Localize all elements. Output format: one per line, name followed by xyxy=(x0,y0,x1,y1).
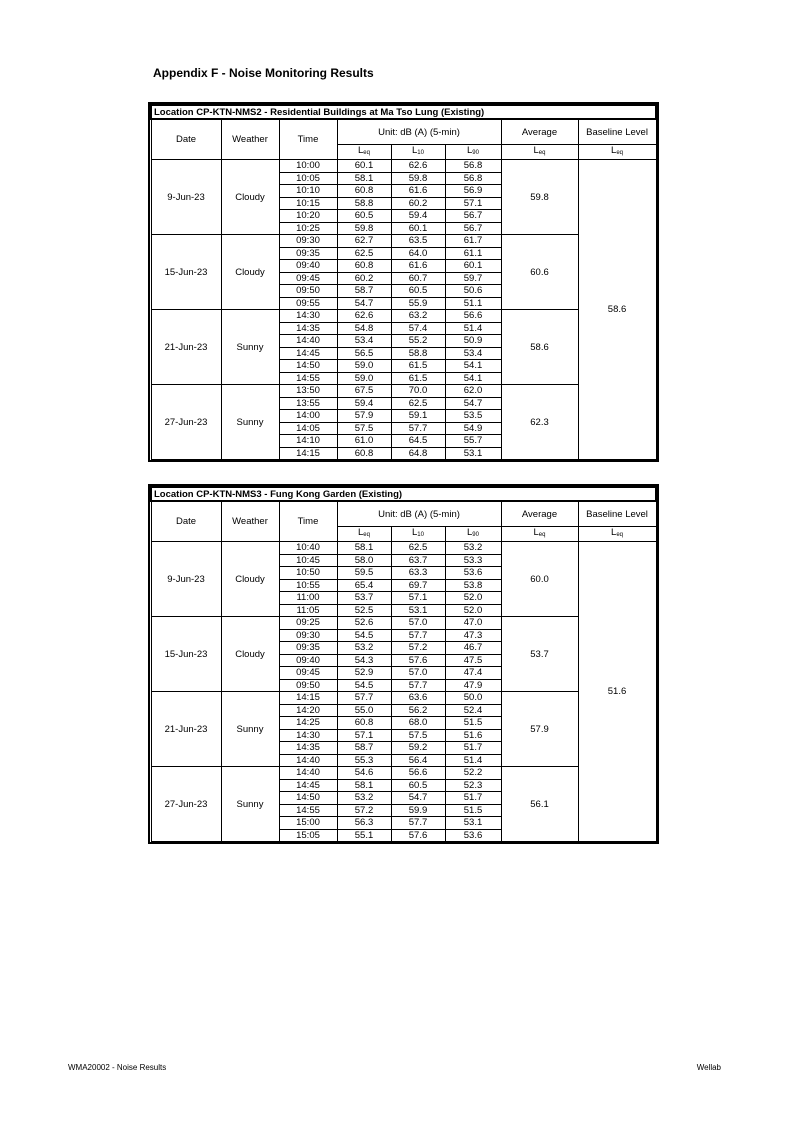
leq-cell: 58.7 xyxy=(337,742,391,755)
leq-cell: 54.6 xyxy=(337,767,391,780)
leq-cell: 52.5 xyxy=(337,604,391,617)
time-cell: 09:45 xyxy=(279,667,337,680)
header-average: Average xyxy=(501,501,578,527)
l90-cell: 61.1 xyxy=(445,247,501,260)
header-l90 xyxy=(445,527,501,542)
date-cell: 27-Jun-23 xyxy=(151,385,221,460)
leq-cell: 56.5 xyxy=(337,347,391,360)
time-cell: 14:25 xyxy=(279,717,337,730)
weather-cell: Sunny xyxy=(221,385,279,460)
l90-cell: 52.0 xyxy=(445,604,501,617)
header-baseline-leq-subscript: eq xyxy=(616,150,624,156)
l10-cell: 63.3 xyxy=(391,567,445,580)
l10-cell: 62.5 xyxy=(391,397,445,410)
time-cell: 09:50 xyxy=(279,285,337,298)
l10-cell: 55.9 xyxy=(391,297,445,310)
time-cell: 14:35 xyxy=(279,742,337,755)
location-title: Location CP-KTN-NMS2 - Residential Buildings at Ma Tso Lung (Existing) xyxy=(151,105,656,119)
l90-cell: 56.7 xyxy=(445,222,501,235)
l10-cell: 60.5 xyxy=(391,779,445,792)
header-l10 xyxy=(391,145,445,160)
l10-cell: 63.7 xyxy=(391,554,445,567)
leq-cell: 54.5 xyxy=(337,679,391,692)
l90-cell: 56.7 xyxy=(445,210,501,223)
leq-cell: 62.5 xyxy=(337,247,391,260)
weather-cell: Sunny xyxy=(221,692,279,767)
date-cell: 21-Jun-23 xyxy=(151,310,221,385)
time-cell: 14:40 xyxy=(279,767,337,780)
leq-cell: 59.4 xyxy=(337,397,391,410)
header-average-leq-letter: L xyxy=(533,527,539,538)
time-cell: 10:25 xyxy=(279,222,337,235)
time-cell: 14:35 xyxy=(279,322,337,335)
l10-cell: 61.5 xyxy=(391,360,445,373)
time-cell: 14:30 xyxy=(279,310,337,323)
l10-cell: 59.9 xyxy=(391,804,445,817)
leq-cell: 58.1 xyxy=(337,542,391,555)
date-cell: 15-Jun-23 xyxy=(151,235,221,310)
leq-cell: 54.7 xyxy=(337,297,391,310)
location-row xyxy=(151,487,656,501)
l10-cell: 57.6 xyxy=(391,654,445,667)
leq-cell: 54.5 xyxy=(337,629,391,642)
l10-cell: 64.8 xyxy=(391,447,445,460)
time-cell: 10:20 xyxy=(279,210,337,223)
l10-cell: 59.1 xyxy=(391,410,445,423)
time-cell: 15:00 xyxy=(279,817,337,830)
time-cell: 09:45 xyxy=(279,272,337,285)
header-time: Time xyxy=(279,501,337,542)
header-leq-subscript: eq xyxy=(363,150,370,156)
l10-cell: 64.5 xyxy=(391,435,445,448)
time-cell: 10:10 xyxy=(279,185,337,198)
l90-cell: 51.7 xyxy=(445,742,501,755)
l90-cell: 55.7 xyxy=(445,435,501,448)
date-cell: 9-Jun-23 xyxy=(151,542,221,617)
leq-cell: 58.1 xyxy=(337,779,391,792)
weather-cell: Sunny xyxy=(221,310,279,385)
header-average-leq-subscript: eq xyxy=(538,150,546,156)
weather-cell: Cloudy xyxy=(221,542,279,617)
l10-cell: 59.8 xyxy=(391,172,445,185)
l90-cell: 53.5 xyxy=(445,410,501,423)
l90-cell: 62.0 xyxy=(445,385,501,398)
header-unit: Unit: dB (A) (5-min) xyxy=(337,119,501,145)
l90-cell: 51.4 xyxy=(445,322,501,335)
leq-cell: 52.6 xyxy=(337,617,391,630)
leq-cell: 54.3 xyxy=(337,654,391,667)
time-cell: 09:35 xyxy=(279,247,337,260)
noise-table-nms3 xyxy=(150,486,657,842)
leq-cell: 61.0 xyxy=(337,435,391,448)
leq-cell: 60.1 xyxy=(337,160,391,173)
time-cell: 14:45 xyxy=(279,779,337,792)
l10-cell: 60.1 xyxy=(391,222,445,235)
header-weather: Weather xyxy=(221,501,279,542)
time-cell: 13:55 xyxy=(279,397,337,410)
leq-cell: 55.3 xyxy=(337,754,391,767)
l90-cell: 53.1 xyxy=(445,817,501,830)
l10-cell: 57.7 xyxy=(391,817,445,830)
header-l10-subscript: 10 xyxy=(417,150,424,156)
l90-cell: 51.5 xyxy=(445,717,501,730)
weather-cell: Cloudy xyxy=(221,160,279,235)
time-cell: 15:05 xyxy=(279,829,337,842)
baseline-cell: 51.6 xyxy=(578,542,656,842)
header-l10-subscript: 10 xyxy=(417,532,424,538)
l10-cell: 64.0 xyxy=(391,247,445,260)
time-cell: 09:35 xyxy=(279,642,337,655)
header-leq-letter: L xyxy=(358,145,364,156)
header-baseline: Baseline Level xyxy=(578,501,656,527)
leq-cell: 57.2 xyxy=(337,804,391,817)
header-baseline-leq xyxy=(578,145,656,160)
average-cell: 62.3 xyxy=(501,385,578,460)
l10-cell: 57.1 xyxy=(391,592,445,605)
leq-cell: 59.5 xyxy=(337,567,391,580)
header-average-leq xyxy=(501,145,578,160)
l10-cell: 57.0 xyxy=(391,667,445,680)
time-cell: 09:55 xyxy=(279,297,337,310)
leq-cell: 54.8 xyxy=(337,322,391,335)
leq-cell: 58.8 xyxy=(337,197,391,210)
l90-cell: 59.7 xyxy=(445,272,501,285)
time-cell: 14:40 xyxy=(279,335,337,348)
l10-cell: 60.5 xyxy=(391,285,445,298)
leq-cell: 62.6 xyxy=(337,310,391,323)
header-average-leq xyxy=(501,527,578,542)
l90-cell: 54.7 xyxy=(445,397,501,410)
leq-cell: 59.8 xyxy=(337,222,391,235)
l10-cell: 54.7 xyxy=(391,792,445,805)
average-cell: 57.9 xyxy=(501,692,578,767)
leq-cell: 58.7 xyxy=(337,285,391,298)
leq-cell: 65.4 xyxy=(337,579,391,592)
l90-cell: 53.8 xyxy=(445,579,501,592)
average-cell: 53.7 xyxy=(501,617,578,692)
header-weather: Weather xyxy=(221,119,279,160)
l10-cell: 63.5 xyxy=(391,235,445,248)
leq-cell: 62.7 xyxy=(337,235,391,248)
time-cell: 09:30 xyxy=(279,235,337,248)
l10-cell: 57.6 xyxy=(391,829,445,842)
date-cell: 15-Jun-23 xyxy=(151,617,221,692)
leq-cell: 56.3 xyxy=(337,817,391,830)
l90-cell: 51.4 xyxy=(445,754,501,767)
time-cell: 14:45 xyxy=(279,347,337,360)
l90-cell: 54.9 xyxy=(445,422,501,435)
leq-cell: 60.8 xyxy=(337,717,391,730)
time-cell: 11:00 xyxy=(279,592,337,605)
l10-cell: 61.5 xyxy=(391,372,445,385)
l90-cell: 50.0 xyxy=(445,692,501,705)
header-l90-subscript: 90 xyxy=(472,532,479,538)
page-title: Appendix F - Noise Monitoring Results xyxy=(153,66,374,80)
l90-cell: 52.2 xyxy=(445,767,501,780)
average-cell: 60.6 xyxy=(501,235,578,310)
l10-cell: 57.5 xyxy=(391,729,445,742)
l10-cell: 55.2 xyxy=(391,335,445,348)
l90-cell: 53.1 xyxy=(445,447,501,460)
header-baseline-leq-letter: L xyxy=(611,527,617,538)
leq-cell: 52.9 xyxy=(337,667,391,680)
l10-cell: 63.6 xyxy=(391,692,445,705)
l10-cell: 58.8 xyxy=(391,347,445,360)
time-cell: 10:45 xyxy=(279,554,337,567)
average-cell: 56.1 xyxy=(501,767,578,842)
noise-table-nms2 xyxy=(150,104,657,460)
table-row xyxy=(151,542,656,555)
l90-cell: 47.3 xyxy=(445,629,501,642)
l90-cell: 53.6 xyxy=(445,829,501,842)
leq-cell: 58.1 xyxy=(337,172,391,185)
time-cell: 10:00 xyxy=(279,160,337,173)
header-row xyxy=(151,501,656,527)
time-cell: 14:55 xyxy=(279,804,337,817)
header-average-leq-subscript: eq xyxy=(538,532,546,538)
time-cell: 10:40 xyxy=(279,542,337,555)
footer-document-ref: WMA20002 - Noise Results xyxy=(68,1063,167,1072)
header-row xyxy=(151,119,656,145)
l90-cell: 50.9 xyxy=(445,335,501,348)
leq-cell: 57.1 xyxy=(337,729,391,742)
time-cell: 09:25 xyxy=(279,617,337,630)
l90-cell: 46.7 xyxy=(445,642,501,655)
l90-cell: 56.6 xyxy=(445,310,501,323)
time-cell: 14:55 xyxy=(279,372,337,385)
l10-cell: 57.4 xyxy=(391,322,445,335)
time-cell: 14:15 xyxy=(279,692,337,705)
date-cell: 9-Jun-23 xyxy=(151,160,221,235)
l90-cell: 53.3 xyxy=(445,554,501,567)
weather-cell: Cloudy xyxy=(221,235,279,310)
l10-cell: 59.2 xyxy=(391,742,445,755)
l90-cell: 51.6 xyxy=(445,729,501,742)
l10-cell: 61.6 xyxy=(391,185,445,198)
l10-cell: 61.6 xyxy=(391,260,445,273)
time-cell: 10:50 xyxy=(279,567,337,580)
date-cell: 27-Jun-23 xyxy=(151,767,221,842)
header-baseline: Baseline Level xyxy=(578,119,656,145)
header-l10 xyxy=(391,527,445,542)
time-cell: 09:30 xyxy=(279,629,337,642)
time-cell: 14:50 xyxy=(279,792,337,805)
location-row xyxy=(151,105,656,119)
l10-cell: 57.7 xyxy=(391,629,445,642)
l90-cell: 57.1 xyxy=(445,197,501,210)
l90-cell: 56.9 xyxy=(445,185,501,198)
time-cell: 14:00 xyxy=(279,410,337,423)
time-cell: 14:20 xyxy=(279,704,337,717)
l10-cell: 69.7 xyxy=(391,579,445,592)
header-average: Average xyxy=(501,119,578,145)
time-cell: 14:40 xyxy=(279,754,337,767)
l90-cell: 47.5 xyxy=(445,654,501,667)
header-l90-letter: L xyxy=(467,145,473,156)
l90-cell: 47.9 xyxy=(445,679,501,692)
header-unit: Unit: dB (A) (5-min) xyxy=(337,501,501,527)
l90-cell: 51.7 xyxy=(445,792,501,805)
header-date: Date xyxy=(151,501,221,542)
time-cell: 11:05 xyxy=(279,604,337,617)
l10-cell: 60.2 xyxy=(391,197,445,210)
leq-cell: 57.9 xyxy=(337,410,391,423)
l10-cell: 57.2 xyxy=(391,642,445,655)
header-average-leq-letter: L xyxy=(533,145,539,156)
l10-cell: 53.1 xyxy=(391,604,445,617)
time-cell: 13:50 xyxy=(279,385,337,398)
leq-cell: 55.1 xyxy=(337,829,391,842)
baseline-cell: 58.6 xyxy=(578,160,656,460)
leq-cell: 59.0 xyxy=(337,360,391,373)
l90-cell: 54.1 xyxy=(445,360,501,373)
l90-cell: 53.6 xyxy=(445,567,501,580)
time-cell: 10:55 xyxy=(279,579,337,592)
footer-company: Wellab xyxy=(696,1063,721,1072)
header-leq xyxy=(337,145,391,160)
leq-cell: 60.2 xyxy=(337,272,391,285)
time-cell: 14:50 xyxy=(279,360,337,373)
header-baseline-leq-letter: L xyxy=(611,145,617,156)
l10-cell: 70.0 xyxy=(391,385,445,398)
leq-cell: 53.2 xyxy=(337,642,391,655)
leq-cell: 55.0 xyxy=(337,704,391,717)
time-cell: 14:15 xyxy=(279,447,337,460)
l90-cell: 52.3 xyxy=(445,779,501,792)
l10-cell: 60.7 xyxy=(391,272,445,285)
header-l90-letter: L xyxy=(467,527,473,538)
l90-cell: 52.0 xyxy=(445,592,501,605)
leq-cell: 59.0 xyxy=(337,372,391,385)
time-cell: 14:05 xyxy=(279,422,337,435)
l90-cell: 56.8 xyxy=(445,160,501,173)
header-l90 xyxy=(445,145,501,160)
header-leq-subscript: eq xyxy=(363,532,370,538)
leq-cell: 57.5 xyxy=(337,422,391,435)
leq-cell: 57.7 xyxy=(337,692,391,705)
leq-cell: 60.8 xyxy=(337,185,391,198)
header-time: Time xyxy=(279,119,337,160)
l10-cell: 57.7 xyxy=(391,679,445,692)
average-cell: 58.6 xyxy=(501,310,578,385)
time-cell: 09:40 xyxy=(279,654,337,667)
leq-cell: 67.5 xyxy=(337,385,391,398)
header-baseline-leq xyxy=(578,527,656,542)
l10-cell: 57.0 xyxy=(391,617,445,630)
l90-cell: 53.2 xyxy=(445,542,501,555)
l90-cell: 53.4 xyxy=(445,347,501,360)
average-cell: 59.8 xyxy=(501,160,578,235)
l10-cell: 62.5 xyxy=(391,542,445,555)
weather-cell: Sunny xyxy=(221,767,279,842)
average-cell: 60.0 xyxy=(501,542,578,617)
weather-cell: Cloudy xyxy=(221,617,279,692)
l90-cell: 60.1 xyxy=(445,260,501,273)
location-title: Location CP-KTN-NMS3 - Fung Kong Garden (Existing) xyxy=(151,487,656,501)
time-cell: 09:40 xyxy=(279,260,337,273)
date-cell: 21-Jun-23 xyxy=(151,692,221,767)
l90-cell: 51.1 xyxy=(445,297,501,310)
l90-cell: 47.4 xyxy=(445,667,501,680)
leq-cell: 53.7 xyxy=(337,592,391,605)
time-cell: 14:10 xyxy=(279,435,337,448)
leq-cell: 60.8 xyxy=(337,260,391,273)
l90-cell: 56.8 xyxy=(445,172,501,185)
time-cell: 09:50 xyxy=(279,679,337,692)
header-l10-letter: L xyxy=(412,527,418,538)
leq-cell: 60.8 xyxy=(337,447,391,460)
leq-cell: 60.5 xyxy=(337,210,391,223)
l10-cell: 57.7 xyxy=(391,422,445,435)
l10-cell: 56.4 xyxy=(391,754,445,767)
l90-cell: 61.7 xyxy=(445,235,501,248)
l90-cell: 51.5 xyxy=(445,804,501,817)
time-cell: 10:15 xyxy=(279,197,337,210)
header-date: Date xyxy=(151,119,221,160)
l10-cell: 56.2 xyxy=(391,704,445,717)
header-l90-subscript: 90 xyxy=(472,150,479,156)
l90-cell: 50.6 xyxy=(445,285,501,298)
header-baseline-leq-subscript: eq xyxy=(616,532,624,538)
l90-cell: 52.4 xyxy=(445,704,501,717)
l10-cell: 62.6 xyxy=(391,160,445,173)
header-leq-letter: L xyxy=(358,527,364,538)
l10-cell: 68.0 xyxy=(391,717,445,730)
leq-cell: 53.2 xyxy=(337,792,391,805)
leq-cell: 53.4 xyxy=(337,335,391,348)
l90-cell: 54.1 xyxy=(445,372,501,385)
time-cell: 14:30 xyxy=(279,729,337,742)
leq-cell: 58.0 xyxy=(337,554,391,567)
l10-cell: 63.2 xyxy=(391,310,445,323)
header-leq xyxy=(337,527,391,542)
table-row xyxy=(151,160,656,173)
header-l10-letter: L xyxy=(412,145,418,156)
time-cell: 10:05 xyxy=(279,172,337,185)
l10-cell: 56.6 xyxy=(391,767,445,780)
l90-cell: 47.0 xyxy=(445,617,501,630)
l10-cell: 59.4 xyxy=(391,210,445,223)
